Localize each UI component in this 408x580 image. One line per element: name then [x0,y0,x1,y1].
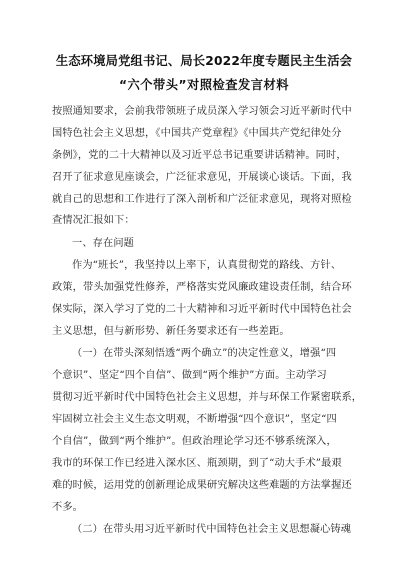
body-text-line: 牢固树立社会主义生态文明观，不断增强“四个意识”，坚定“四 [52,414,337,425]
body-text-line: 召开了征求意见座谈会，广泛征求意见，开展谈心谈话。下面，我 [52,172,352,183]
document-title-line-2: “六个带头”对照检查发言材料 [119,77,289,92]
section-heading: 一、存在问题 [72,238,135,249]
body-text-line: 我市的环保工作已经进入深水区、瓶颈期，到了“动大手术”最艰 [52,458,342,469]
subsection-heading-1: （一）在带头深刻悟透“两个确立”的决定性意义，增强“四 [72,348,337,359]
body-text-line: 个自信”，做到“两个维护”。但政治理论学习还不够系统深入， [52,436,337,447]
body-text-line: 主义思想，但与新形势、新任务要求还有一些差距。 [52,326,290,337]
body-text-line: 贯彻习近平新时代中国特色社会主义思想，并与环保工作紧密联系， [52,392,363,403]
document-title-line-1: 生态环境局党组书记、局长2022年度专题民主生活会 [55,53,353,68]
subsection-heading-2: （二）在带头用习近平新时代中国特色社会主义思想凝心铸魂 [72,524,352,535]
body-text-line: 政策，带头加强党性修养，严格落实党风廉政建设责任制，结合环 [52,282,352,293]
body-text-line: 难的时候，运用党的创新理论成果研究解决这些难题的方法掌握还 [52,480,352,491]
body-text-line: 作为“班长”，我坚持以上率下，认真贯彻党的路线、方针、 [72,260,342,271]
body-text-line: 国特色社会主义思想，《中国共产党章程》《中国共产党纪律处分 [52,128,342,139]
body-text-line: 按照通知要求，会前我带领班子成员深入学习领会习近平新时代中 [52,106,352,117]
body-text-line: 条例》，党的二十大精神以及习近平总书记重要讲话精神。同时， [52,150,347,161]
body-text-line: 就自己的思想和工作进行了深入剖析和广泛征求意见，现将对照检 [52,194,352,205]
body-text-line: 查情况汇报如下： [52,215,135,226]
body-text-line: 不多。 [52,502,84,513]
body-text-line: 保实际，深入学习了党的二十大精神和习近平新时代中国特色社会 [52,304,352,315]
body-text-line: 个意识”、坚定“四个自信”、做到“两个维护”方面。主动学习 [52,370,327,381]
